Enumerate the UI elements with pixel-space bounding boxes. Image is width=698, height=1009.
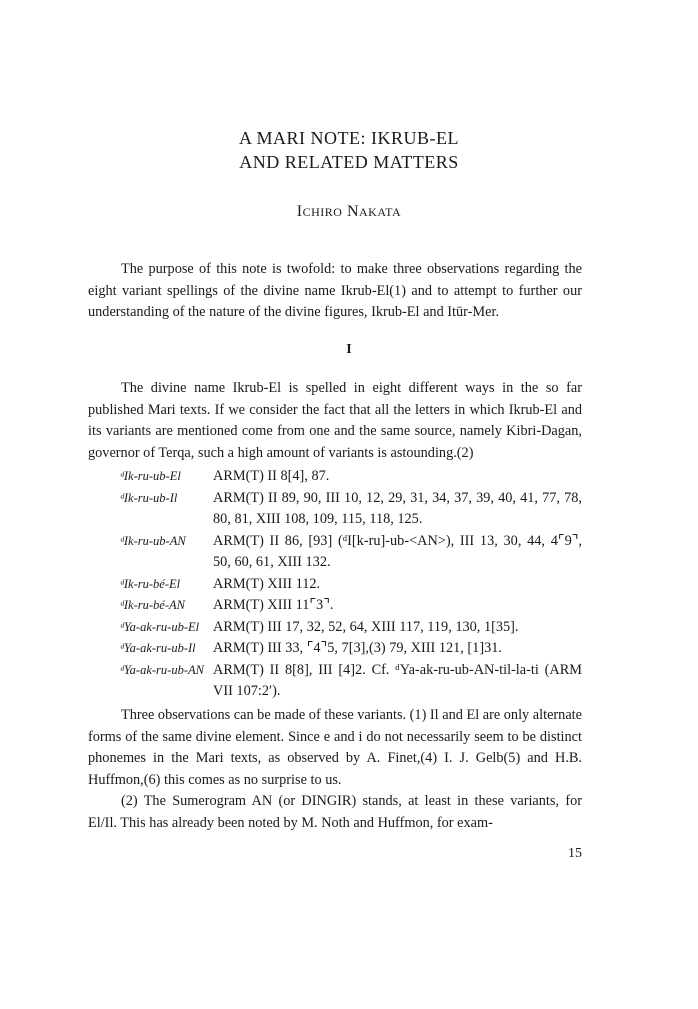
title-line-1: A MARI NOTE: IKRUB-EL (239, 128, 459, 148)
variant-form: ᵈIk-ru-ub-AN (120, 533, 186, 548)
paragraph-1: The divine name Ikrub-El is spelled in eight different ways in the so far published Mari texts. If we consider the fact that all the letters in which Ikrub-El and its variants are mentioned come from one and the same source, namely Kibri-Dagan, governor of Terqa, such a high amount of variants is astounding.(2) (88, 380, 582, 461)
variant-refs: ARM(T) II 86, [93] (ᵈI[k-ru]-ub-<AN>), III 13, 30, 44, 4⌜9⌝, 50, 60, 61, XIII 132. (213, 532, 582, 570)
variant-row (88, 660, 582, 703)
page-number: 15 (568, 846, 582, 861)
variant-refs: ARM(T) II 8[4], 87. (213, 468, 330, 484)
variant-form: ᵈIk-ru-ub-Il (120, 490, 178, 505)
author-first-initial: I (296, 203, 303, 220)
variant-form: ᵈYa-ak-ru-ub-Il (120, 641, 196, 655)
variant-refs: ARM(T) XIII 11⌜3⌝. (213, 597, 334, 613)
author-last-initial: N (346, 203, 360, 220)
variant-row (88, 638, 582, 660)
intro-paragraph: The purpose of this note is twofold: to make three observations regarding the eight variant spellings of the divine name Ikrub-El(1) and to attempt to further our understanding of the nature of the divine figures, Ikrub-El and Itūr-Mer. (88, 261, 582, 320)
title-line-2: AND RELATED MATTERS (239, 152, 459, 172)
section-heading: I (346, 342, 352, 357)
paragraph-3: (2) The Sumerogram AN (or DINGIR) stands, at least in these variants, for El/Il. This has already been noted by M. Noth and Huffmon, for exam- (88, 793, 582, 831)
variant-row (88, 466, 582, 488)
author-first-rest: CHIRO (302, 205, 343, 219)
author-last-rest: AKATA (359, 205, 402, 219)
variant-form: ᵈIk-ru-bé-El (120, 576, 181, 591)
variant-refs: ARM(T) XIII 112. (213, 575, 321, 592)
variant-list (88, 466, 582, 703)
variant-row (88, 617, 582, 639)
variant-form: ᵈYa-ak-ru-ub-El (120, 619, 200, 634)
variant-refs: ARM(T) II 89, 90, III 10, 12, 29, 31, 34, 37, 39, 40, 41, 77, 78, 80, 81, XIII 108, 109, 115, 118, 125. (213, 489, 582, 527)
variant-row (88, 531, 582, 574)
variant-row (88, 574, 582, 596)
variant-row (88, 488, 582, 531)
variant-row (88, 595, 582, 617)
variant-refs: ARM(T) III 33, ⌜4⌝5, 7[3],(3) 79, XIII 121, [1]31. (213, 640, 502, 656)
variant-form: ᵈIk-ru-bé-AN (120, 598, 185, 612)
variant-form: ᵈYa-ak-ru-ub-AN (120, 662, 204, 677)
article-title (0, 126, 698, 174)
paragraph-2: Three observations can be made of these variants. (1) Il and El are only alternate forms of the same divine element. Since e and i do not necessarily seem to be distinct phonemes in the Mari texts, as observed by A. Finet,(4) I. J. Gelb(5) and H.B. Huffmon,(6) this comes as no surprise to us. (88, 707, 582, 788)
variant-refs: ARM(T) III 17, 32, 52, 64, XIII 117, 119, 130, 1[35]. (213, 618, 519, 635)
author-name (0, 203, 698, 221)
variant-refs: ARM(T) II 8[8], III [4]2. Cf. ᵈYa-ak-ru-ub-AN-til-la-ti (ARM VII 107:2′). (213, 661, 582, 699)
variant-form: ᵈIk-ru-ub-El (120, 469, 181, 483)
